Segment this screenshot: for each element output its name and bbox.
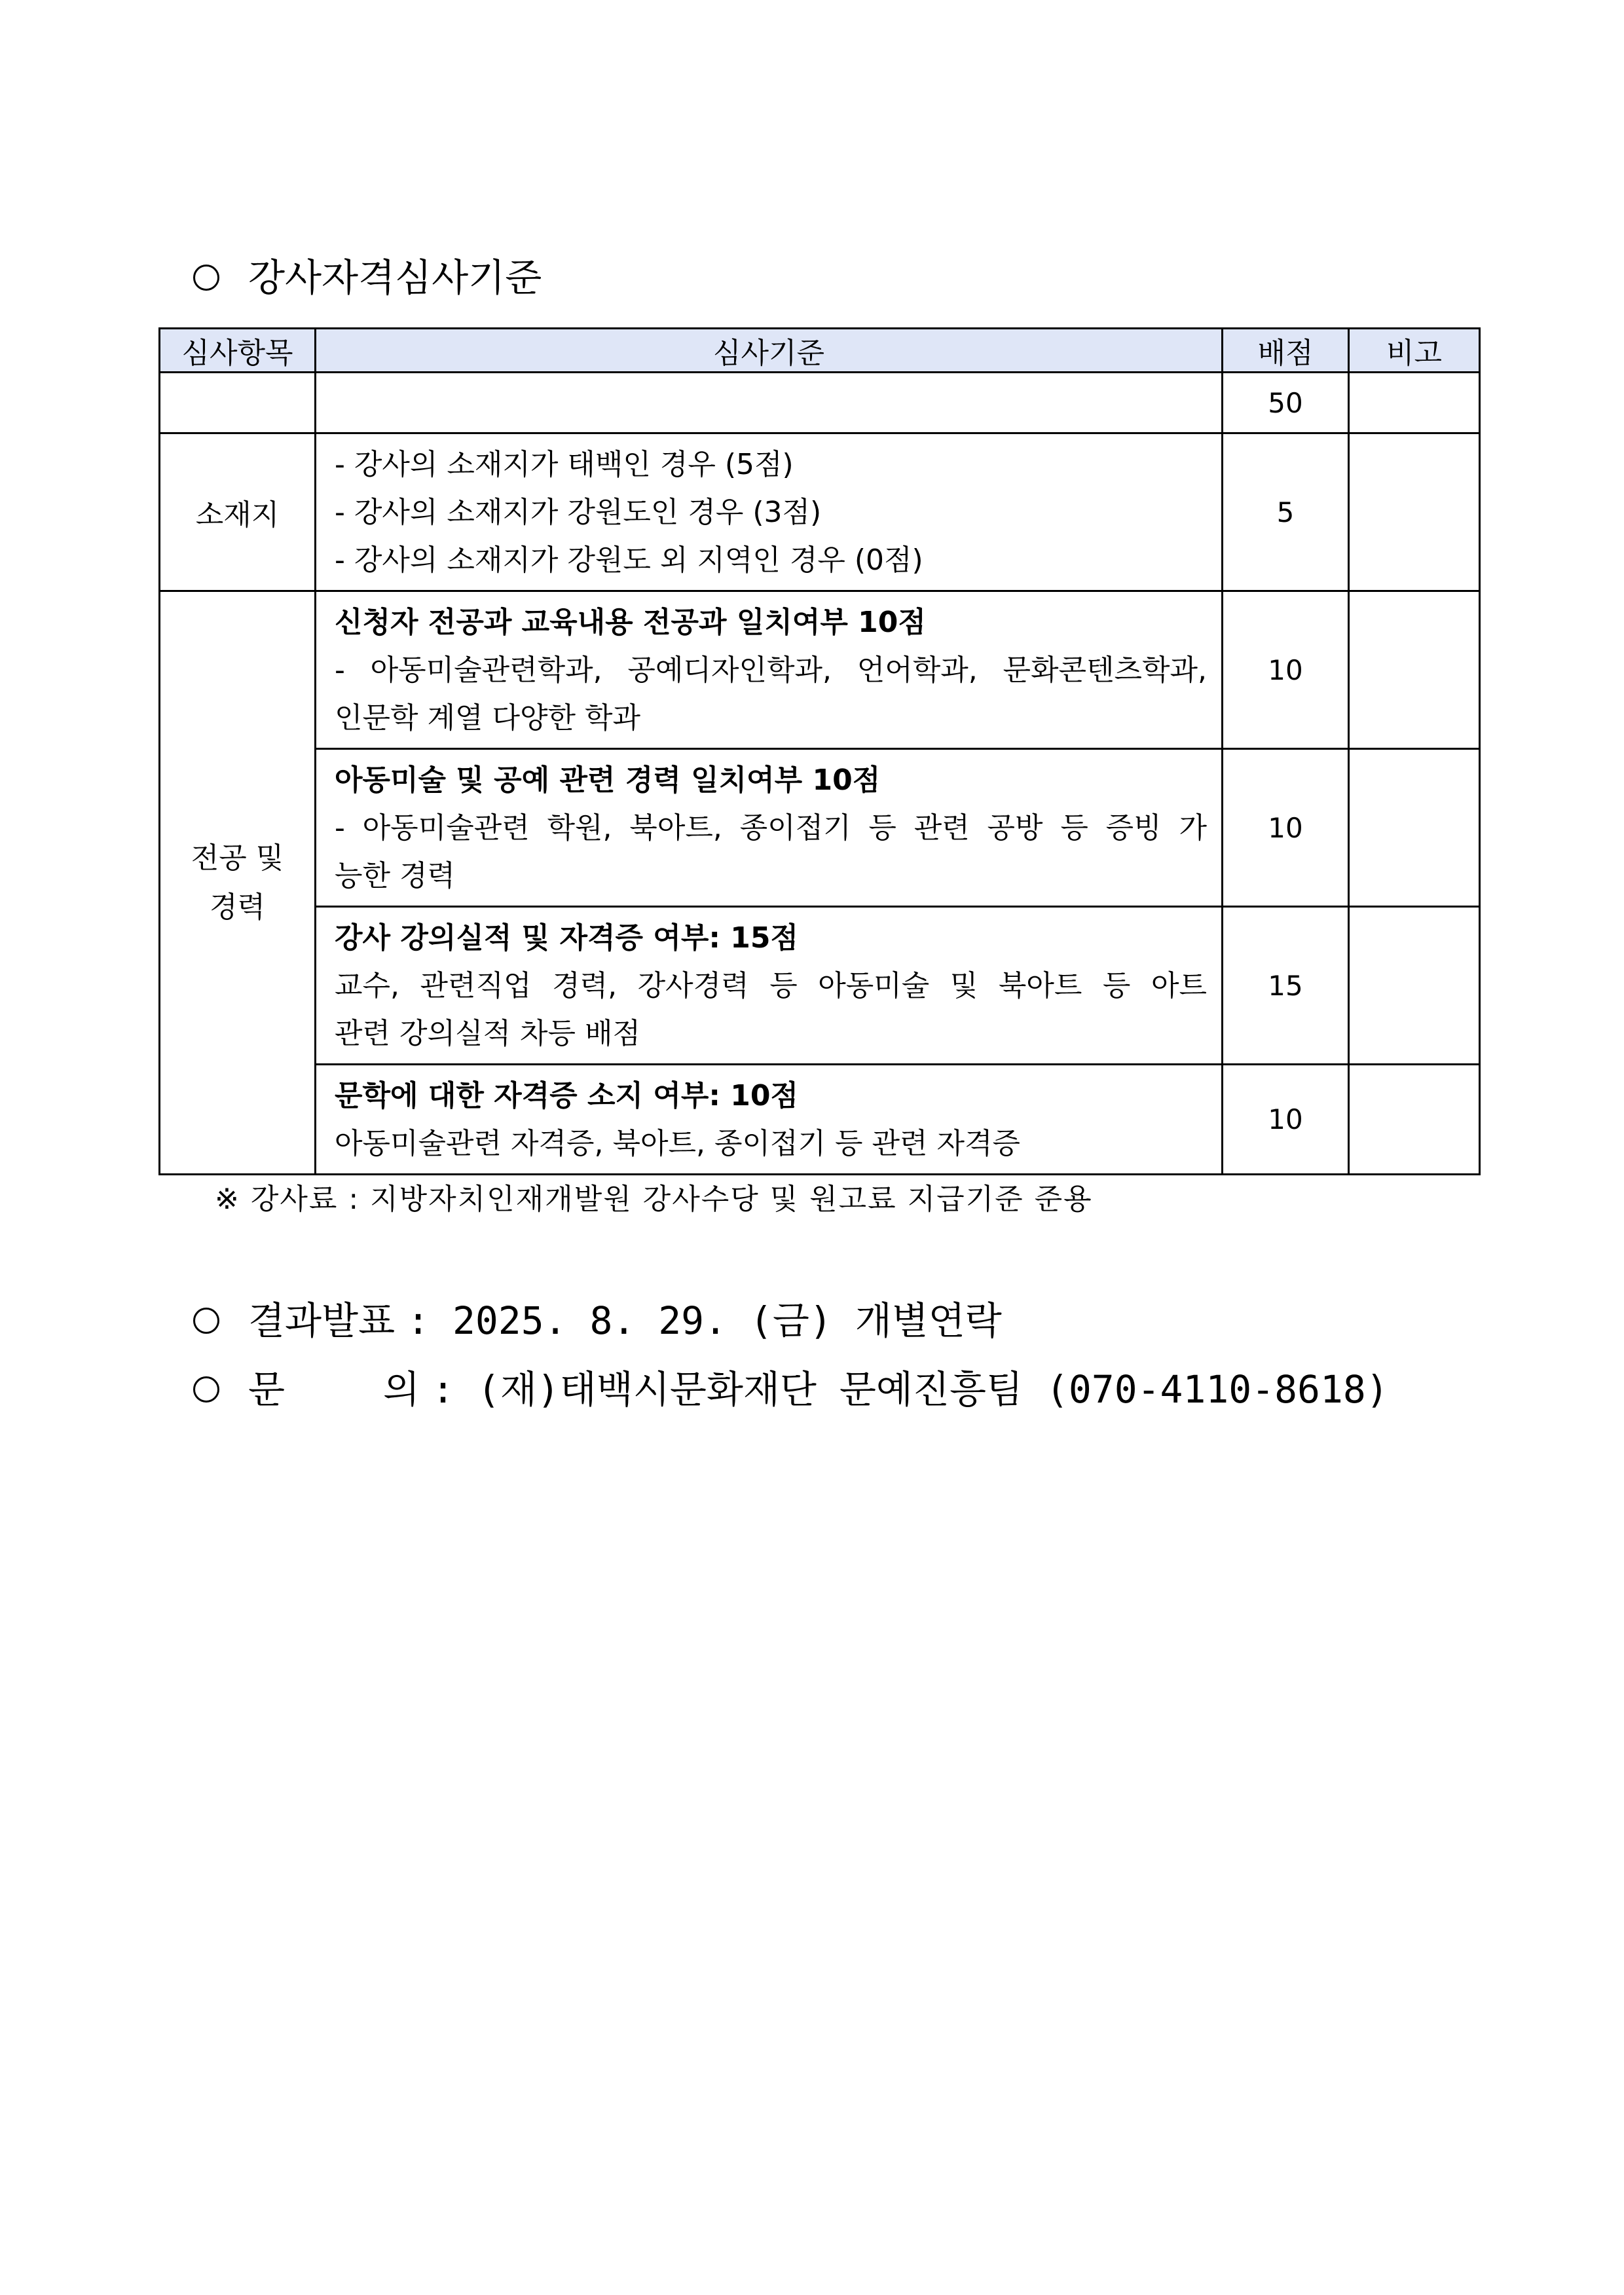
major-criteria-2-title: 아동미술 및 공예 관련 경력 일치여부 10점 bbox=[335, 763, 881, 797]
section-inquiry bbox=[193, 1367, 1389, 1412]
major-criteria-2 bbox=[316, 749, 1223, 907]
major-criteria-1-line-2: 인문학 계열 다양한 학과 bbox=[335, 701, 640, 735]
location-score: 5 bbox=[1223, 433, 1349, 591]
total-score: 50 bbox=[1223, 373, 1349, 433]
location-line-1: - 강사의 소재지가 태백인 경우 (5점) bbox=[335, 447, 794, 481]
location-criteria bbox=[316, 433, 1223, 591]
major-item bbox=[160, 591, 316, 1175]
table-row-major-1 bbox=[160, 591, 1480, 749]
header-remarks: 비고 bbox=[1349, 329, 1480, 373]
inquiry-label-b: 의 bbox=[383, 1367, 420, 1412]
location-item: 소재지 bbox=[160, 433, 316, 591]
major-criteria-3 bbox=[316, 907, 1223, 1065]
table-row-total bbox=[160, 373, 1480, 433]
major-criteria-1-line-1: - 아동미술관련학과, 공예디자인학과, 언어학과, 문화콘텐츠학과, bbox=[335, 653, 1207, 687]
major-criteria-1-title: 신청자 전공과 교육내용 전공과 일치여부 10점 bbox=[335, 605, 926, 639]
circle-bullet-icon bbox=[193, 1376, 219, 1403]
major-criteria-2-line-1: - 아동미술관련 학원, 북아트, 종이접기 등 관련 공방 등 증빙 가 bbox=[335, 811, 1207, 845]
table-row-major-2 bbox=[160, 749, 1480, 907]
total-remarks-cell bbox=[1349, 373, 1480, 433]
major-criteria-2-line-2: 능한 경력 bbox=[335, 858, 456, 892]
inquiry-label-a: 문 bbox=[248, 1367, 286, 1412]
header-item: 심사항목 bbox=[160, 329, 316, 373]
location-line-2: - 강사의 소재지가 강원도인 경우 (3점) bbox=[335, 495, 822, 529]
major-item-line-1: 전공 및 bbox=[191, 841, 284, 875]
major-criteria-4-line-1: 아동미술관련 자격증, 북아트, 종이접기 등 관련 자격증 bbox=[335, 1126, 1020, 1160]
criteria-table bbox=[158, 327, 1481, 1175]
section-title-criteria bbox=[193, 255, 542, 300]
total-item-cell bbox=[160, 373, 316, 433]
table-header-row bbox=[160, 329, 1480, 373]
section-result bbox=[193, 1298, 1002, 1343]
fee-note: ※ 강사료 : 지방자치인재개발원 강사수당 및 원고료 지급기준 준용 bbox=[215, 1183, 1093, 1216]
table-row-major-4 bbox=[160, 1065, 1480, 1175]
major-remarks-2 bbox=[1349, 749, 1480, 907]
circle-bullet-icon bbox=[193, 265, 219, 291]
major-score-1: 10 bbox=[1223, 591, 1349, 749]
circle-bullet-icon bbox=[193, 1308, 219, 1334]
location-remarks-cell bbox=[1349, 433, 1480, 591]
inquiry-value: : (재)태백시문화재단 문예진흥팀 (070-4110-8618) bbox=[432, 1367, 1389, 1412]
section-title-text: 강사자격심사기준 bbox=[248, 255, 542, 300]
result-value: : 2025. 8. 29. (금) 개별연락 bbox=[407, 1298, 1002, 1343]
major-score-4: 10 bbox=[1223, 1065, 1349, 1175]
major-criteria-3-title: 강사 강의실적 및 자격증 여부: 15점 bbox=[335, 921, 798, 955]
header-criteria: 심사기준 bbox=[316, 329, 1223, 373]
table-row-major-3 bbox=[160, 907, 1480, 1065]
major-criteria-1 bbox=[316, 591, 1223, 749]
major-score-3: 15 bbox=[1223, 907, 1349, 1065]
result-label: 결과발표 bbox=[248, 1298, 396, 1343]
major-criteria-4 bbox=[316, 1065, 1223, 1175]
header-score: 배점 bbox=[1223, 329, 1349, 373]
total-criteria-cell bbox=[316, 373, 1223, 433]
major-remarks-1 bbox=[1349, 591, 1480, 749]
major-criteria-3-line-1: 교수, 관련직업 경력, 강사경력 등 아동미술 및 북아트 등 아트 bbox=[335, 968, 1207, 1002]
major-score-2: 10 bbox=[1223, 749, 1349, 907]
major-criteria-3-line-2: 관련 강의실적 차등 배점 bbox=[335, 1016, 640, 1050]
location-line-3: - 강사의 소재지가 강원도 외 지역인 경우 (0점) bbox=[335, 543, 923, 577]
major-item-line-2: 경력 bbox=[209, 890, 265, 924]
major-criteria-4-title: 문학에 대한 자격증 소지 여부: 10점 bbox=[335, 1078, 798, 1112]
major-remarks-3 bbox=[1349, 907, 1480, 1065]
major-remarks-4 bbox=[1349, 1065, 1480, 1175]
table-row-location bbox=[160, 433, 1480, 591]
